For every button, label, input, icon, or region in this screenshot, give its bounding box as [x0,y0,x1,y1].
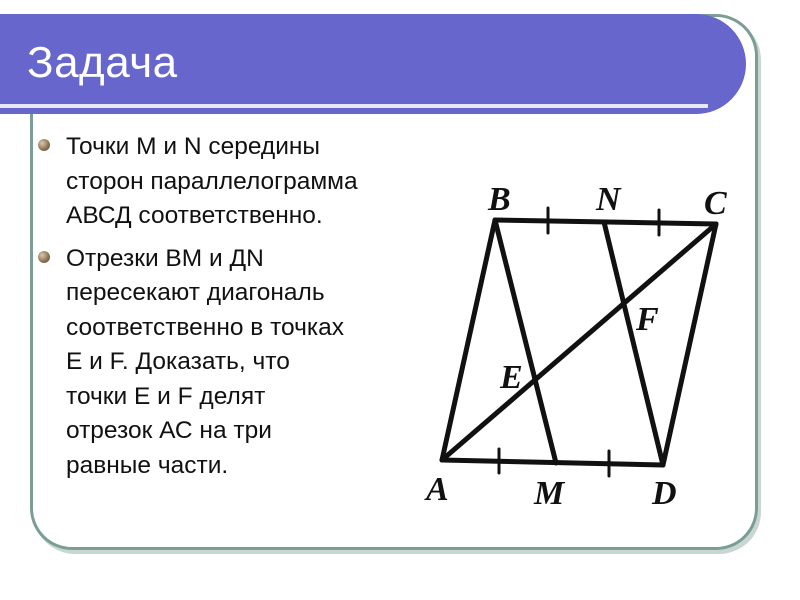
bullet-text: Отрезки ВМ и ДN пересекают диагональ соответственно в точках Е и F. Доказать, что точки Е и F делят отрезок АС на три равные части. [66,244,345,479]
segment-dn [604,222,663,465]
label-n: N [596,181,621,218]
label-f: F [636,301,659,338]
label-a: A [426,471,449,508]
parallelogram-figure [410,168,750,518]
bullet-dot-icon [38,139,50,151]
label-m: M [534,475,565,512]
slide-title: Задача [27,38,178,87]
bullet-list [36,130,416,491]
title-underline [0,104,708,108]
bullet-item [36,130,416,234]
side-ad [442,460,663,465]
segment-bm [495,220,556,463]
bullet-item [36,242,416,484]
bullet-dot-icon [38,251,50,263]
label-b: B [488,181,511,218]
bullet-text: Точки М и N середины сторон параллелограмма АВСД соответственно. [66,133,358,229]
label-c: C [704,185,727,222]
diagonal-ac [442,224,716,460]
label-e: E [500,359,523,396]
label-d: D [652,475,677,512]
